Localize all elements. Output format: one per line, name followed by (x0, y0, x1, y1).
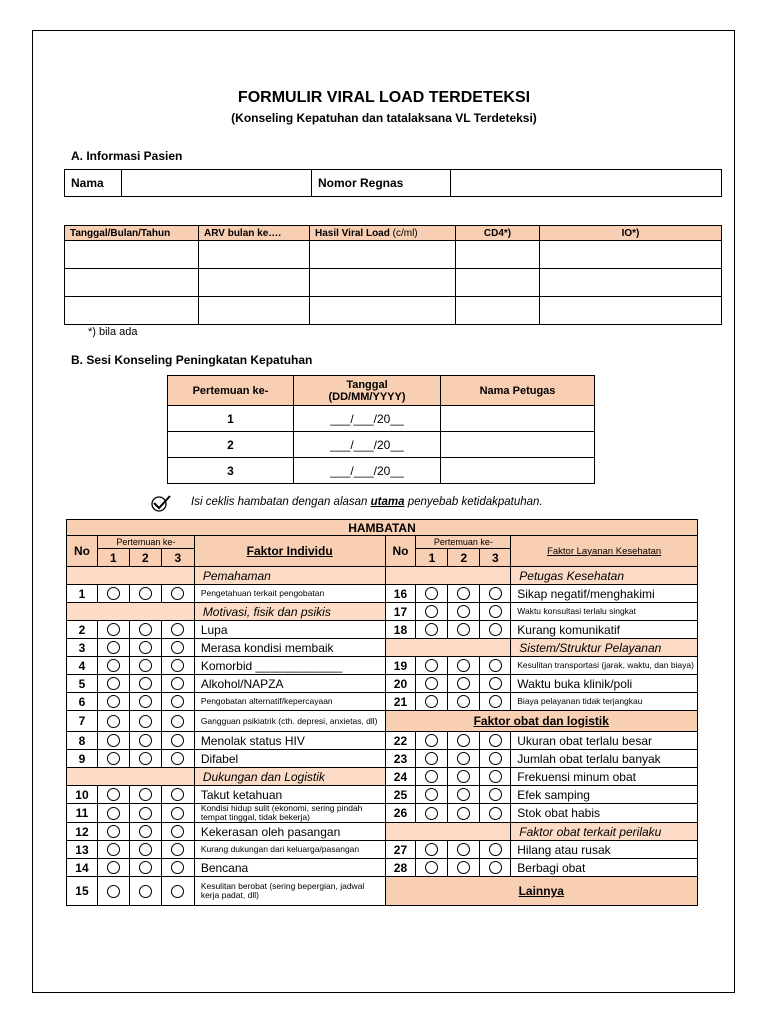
radio-circle[interactable] (489, 623, 502, 636)
radio-circle[interactable] (171, 807, 184, 820)
item-number: 6 (67, 693, 98, 711)
item-number: 7 (67, 711, 98, 732)
item-number: 10 (67, 786, 98, 804)
hambatan-row (67, 804, 698, 823)
hambatan-row (67, 750, 698, 768)
radio-circle[interactable] (489, 770, 502, 783)
radio-circle[interactable] (171, 825, 184, 838)
item-number: 14 (67, 859, 98, 877)
lab-row (65, 269, 722, 297)
radio-circle[interactable] (425, 695, 438, 708)
item-label: Kurang dukungan dari keluarga/pasangan (194, 841, 385, 859)
radio-circle[interactable] (489, 695, 502, 708)
item-number: 3 (67, 639, 98, 657)
radio-circle[interactable] (139, 788, 152, 801)
item-number: 16 (385, 585, 416, 603)
radio-circle[interactable] (171, 677, 184, 690)
radio-circle[interactable] (139, 587, 152, 600)
radio-circle[interactable] (457, 695, 470, 708)
radio-circle[interactable] (171, 715, 184, 728)
radio-circle[interactable] (107, 825, 120, 838)
item-number: 12 (67, 823, 98, 841)
radio-circle[interactable] (425, 623, 438, 636)
radio-circle[interactable] (107, 659, 120, 672)
session-row: 1 ___/___/20__ (168, 406, 595, 432)
radio-circle[interactable] (171, 659, 184, 672)
radio-circle[interactable] (457, 807, 470, 820)
hambatan-row (67, 768, 698, 786)
item-number: 17 (385, 603, 416, 621)
item-label: Takut ketahuan (194, 786, 385, 804)
item-label: Pengetahuan terkait pengobatan (194, 585, 385, 603)
radio-circle[interactable] (171, 587, 184, 600)
item-label: Ukuran obat terlalu besar (511, 732, 698, 750)
radio-circle[interactable] (457, 752, 470, 765)
form-subtitle: (Konseling Kepatuhan dan tatalaksana VL Terdeteksi) (231, 111, 537, 125)
radio-circle[interactable] (489, 807, 502, 820)
col-pertemuan: Pertemuan ke- (168, 376, 294, 406)
item-number: 8 (67, 732, 98, 750)
section-label: Petugas Kesehatan (511, 567, 698, 585)
radio-circle[interactable] (425, 861, 438, 874)
radio-circle[interactable] (425, 587, 438, 600)
section-a-heading: A. Informasi Pasien (71, 149, 183, 163)
radio-circle[interactable] (489, 843, 502, 856)
radio-circle[interactable] (107, 885, 120, 898)
item-label: Waktu buka klinik/poli (511, 675, 698, 693)
item-number: 27 (385, 841, 416, 859)
check-instruction: Isi ceklis hambatan dengan alasan utama penyebab ketidakpatuhan. (191, 496, 543, 508)
radio-circle[interactable] (107, 715, 120, 728)
radio-circle[interactable] (171, 623, 184, 636)
item-label: Efek samping (511, 786, 698, 804)
radio-circle[interactable] (107, 843, 120, 856)
col-viral-load: Hasil Viral Load (c/ml) (310, 226, 456, 241)
hambatan-row (67, 693, 698, 711)
radio-circle[interactable] (425, 605, 438, 618)
item-number: 24 (385, 768, 416, 786)
radio-circle[interactable] (139, 695, 152, 708)
radio-circle[interactable] (171, 734, 184, 747)
hambatan-row (67, 567, 698, 585)
radio-circle[interactable] (171, 788, 184, 801)
radio-circle[interactable] (489, 861, 502, 874)
item-label: Gangguan psikiatrik (cth. depresi, anxietas, dll) (194, 711, 385, 732)
radio-circle[interactable] (139, 734, 152, 747)
hambatan-row (67, 585, 698, 603)
item-label: Kurang komunikatif (511, 621, 698, 639)
hambatan-row (67, 603, 698, 621)
radio-circle[interactable] (457, 734, 470, 747)
radio-circle[interactable] (139, 659, 152, 672)
item-number: 20 (385, 675, 416, 693)
no-header: No (385, 536, 416, 567)
checkmark-icon (150, 495, 172, 513)
hambatan-row (67, 621, 698, 639)
radio-circle[interactable] (139, 825, 152, 838)
radio-circle[interactable] (171, 695, 184, 708)
nama-label: Nama (65, 170, 122, 197)
item-number: 5 (67, 675, 98, 693)
item-number: 4 (67, 657, 98, 675)
radio-circle[interactable] (425, 770, 438, 783)
item-number: 19 (385, 657, 416, 675)
radio-circle[interactable] (139, 885, 152, 898)
item-label: Frekuensi minum obat (511, 768, 698, 786)
no-header: No (67, 536, 98, 567)
radio-circle[interactable] (107, 861, 120, 874)
hambatan-row (67, 841, 698, 859)
item-number: 23 (385, 750, 416, 768)
radio-circle[interactable] (425, 677, 438, 690)
hambatan-table: HAMBATAN No Pertemuan ke- Faktor Individu No Pertemuan ke- Faktor Layanan Kesehatan 1 2 3 1 2 3 Pemahaman Petugas Kesehatan 1 Pengetahuan terkait pengobatan 16 Sikap negatif/menghakimi Motivasi, fisik dan psikis 17 Waktu konsultasi terlalu singkat 2 Lupa 18 Kurang komunikatif 3 Merasa kondisi membaik Sistem/Struktur Pelayanan 4 Komorbid _____________ 19 Kesulitan transportasi (jarak, waktu, dan biaya) 5 Alkohol/NAPZA 20 Waktu buka klinik/poli 6 Pengobatan alternatif/kepercayaan 21 Biaya pelayanan tidak terjangkau 7 Gangguan psikiatrik (cth. depresi, anxietas, dll) Faktor obat dan logistik 8 Menolak status HIV 22 Ukuran obat terlalu besar 9 Difabel 23 Jumlah obat terlalu banyak Dukungan dan Logistik 24 Frekuensi minum obat 10 Takut ketahuan 25 Efek samping 11 Kondisi hidup sulit (ekonomi, sering pindah tempat tinggal, tidak bekerja) 26 Stok obat habis 12 Kekerasan oleh pasangan Faktor obat terkait perilaku 13 Kurang dukungan dari keluarga/pasangan 27 Hilang atau rusak 14 Bencana 28 Berbagi obat 15 Kesulitan berobat (sering bepergian, jadwal kerja padat, dll) Lainnya (66, 519, 698, 906)
radio-circle[interactable] (139, 641, 152, 654)
radio-circle[interactable] (457, 605, 470, 618)
radio-circle[interactable] (139, 623, 152, 636)
item-number: 11 (67, 804, 98, 823)
radio-circle[interactable] (107, 788, 120, 801)
radio-circle[interactable] (171, 885, 184, 898)
section-label: Sistem/Struktur Pelayanan (511, 639, 698, 657)
col-io: IO*) (540, 226, 722, 241)
regnas-label: Nomor Regnas (312, 170, 451, 197)
pertemuan-header: Pertemuan ke- (416, 536, 511, 549)
item-number: 26 (385, 804, 416, 823)
item-number: 22 (385, 732, 416, 750)
faktor-individu-header: Faktor Individu (194, 536, 385, 567)
radio-circle[interactable] (107, 734, 120, 747)
form-title: FORMULIR VIRAL LOAD TERDETEKSI (237, 89, 531, 106)
footnote: *) bila ada (88, 326, 138, 338)
radio-circle[interactable] (425, 752, 438, 765)
radio-circle[interactable] (489, 659, 502, 672)
lab-results-table (64, 225, 722, 325)
item-number: 15 (67, 877, 98, 906)
item-label: Hilang atau rusak (511, 841, 698, 859)
radio-circle[interactable] (139, 843, 152, 856)
col-cd4: CD4*) (456, 226, 540, 241)
regnas-field[interactable] (451, 170, 722, 197)
radio-circle[interactable] (107, 752, 120, 765)
radio-circle[interactable] (457, 677, 470, 690)
item-label: Kesulitan berobat (sering bepergian, jadwal kerja padat, dll) (194, 877, 385, 906)
item-label: Lupa (194, 621, 385, 639)
col-arv: ARV bulan ke…. (199, 226, 310, 241)
radio-circle[interactable] (425, 807, 438, 820)
hambatan-row (67, 823, 698, 841)
radio-circle[interactable] (489, 752, 502, 765)
item-label: Menolak status HIV (194, 732, 385, 750)
col-tanggal: Tanggal/Bulan/Tahun (65, 226, 199, 241)
item-label: Kekerasan oleh pasangan (194, 823, 385, 841)
item-label: Komorbid _____________ (194, 657, 385, 675)
radio-circle[interactable] (489, 605, 502, 618)
radio-circle[interactable] (489, 734, 502, 747)
hambatan-row (67, 786, 698, 804)
radio-circle[interactable] (139, 715, 152, 728)
radio-circle[interactable] (489, 587, 502, 600)
col-tanggal-sesi: Tanggal (DD/MM/YYYY) (294, 376, 441, 406)
radio-circle[interactable] (171, 752, 184, 765)
item-label: Jumlah obat terlalu banyak (511, 750, 698, 768)
hambatan-row (67, 859, 698, 877)
lab-row (65, 241, 722, 269)
radio-circle[interactable] (457, 770, 470, 783)
item-number: 9 (67, 750, 98, 768)
col-nama-petugas: Nama Petugas (441, 376, 595, 406)
item-number: 2 (67, 621, 98, 639)
hambatan-row (67, 657, 698, 675)
radio-circle[interactable] (425, 659, 438, 672)
radio-circle[interactable] (489, 788, 502, 801)
item-number: 25 (385, 786, 416, 804)
radio-circle[interactable] (457, 587, 470, 600)
radio-circle[interactable] (425, 734, 438, 747)
item-label: Pengobatan alternatif/kepercayaan (194, 693, 385, 711)
item-label: Bencana (194, 859, 385, 877)
radio-circle[interactable] (107, 677, 120, 690)
hambatan-row (67, 732, 698, 750)
item-label: Biaya pelayanan tidak terjangkau (511, 693, 698, 711)
item-label: Difabel (194, 750, 385, 768)
item-number: 18 (385, 621, 416, 639)
item-label: Kondisi hidup sulit (ekonomi, sering pindah tempat tinggal, tidak bekerja) (194, 804, 385, 823)
radio-circle[interactable] (107, 695, 120, 708)
item-label: Sikap negatif/menghakimi (511, 585, 698, 603)
radio-circle[interactable] (489, 677, 502, 690)
hambatan-row (67, 675, 698, 693)
faktor-layanan-header: Faktor Layanan Kesehatan (511, 536, 698, 567)
radio-circle[interactable] (139, 807, 152, 820)
item-label: Berbagi obat (511, 859, 698, 877)
radio-circle[interactable] (457, 843, 470, 856)
hambatan-row (67, 877, 698, 906)
hambatan-row (67, 639, 698, 657)
item-number: 28 (385, 859, 416, 877)
pertemuan-header: Pertemuan ke- (97, 536, 194, 549)
hambatan-row (67, 711, 698, 732)
group-header: Lainnya (385, 877, 697, 906)
section-label: Motivasi, fisik dan psikis (194, 603, 385, 621)
section-b-heading: B. Sesi Konseling Peningkatan Kepatuhan (71, 353, 313, 367)
radio-circle[interactable] (139, 752, 152, 765)
radio-circle[interactable] (457, 788, 470, 801)
session-row: 2 ___/___/20__ (168, 432, 595, 458)
radio-circle[interactable] (107, 641, 120, 654)
item-label: Alkohol/NAPZA (194, 675, 385, 693)
radio-circle[interactable] (139, 861, 152, 874)
item-label: Stok obat habis (511, 804, 698, 823)
radio-circle[interactable] (457, 659, 470, 672)
radio-circle[interactable] (457, 623, 470, 636)
patient-info-table (64, 169, 722, 197)
section-label: Dukungan dan Logistik (194, 768, 385, 786)
item-number: 13 (67, 841, 98, 859)
hambatan-title: HAMBATAN (67, 520, 698, 536)
section-label: Pemahaman (194, 567, 385, 585)
radio-circle[interactable] (457, 861, 470, 874)
session-table (167, 375, 595, 484)
section-label: Faktor obat terkait perilaku (511, 823, 698, 841)
item-label: Waktu konsultasi terlalu singkat (511, 603, 698, 621)
lab-row (65, 297, 722, 325)
radio-circle[interactable] (425, 788, 438, 801)
radio-circle[interactable] (171, 843, 184, 856)
item-label: Merasa kondisi membaik (194, 639, 385, 657)
radio-circle[interactable] (171, 641, 184, 654)
session-row: 3 ___/___/20__ (168, 458, 595, 484)
nama-field[interactable] (122, 170, 312, 197)
item-number: 21 (385, 693, 416, 711)
radio-circle[interactable] (425, 843, 438, 856)
group-header: Faktor obat dan logistik (385, 711, 697, 732)
radio-circle[interactable] (107, 623, 120, 636)
radio-circle[interactable] (139, 677, 152, 690)
item-label: Kesulitan transportasi (jarak, waktu, dan biaya) (511, 657, 698, 675)
radio-circle[interactable] (107, 587, 120, 600)
radio-circle[interactable] (171, 861, 184, 874)
item-number: 1 (67, 585, 98, 603)
radio-circle[interactable] (107, 807, 120, 820)
